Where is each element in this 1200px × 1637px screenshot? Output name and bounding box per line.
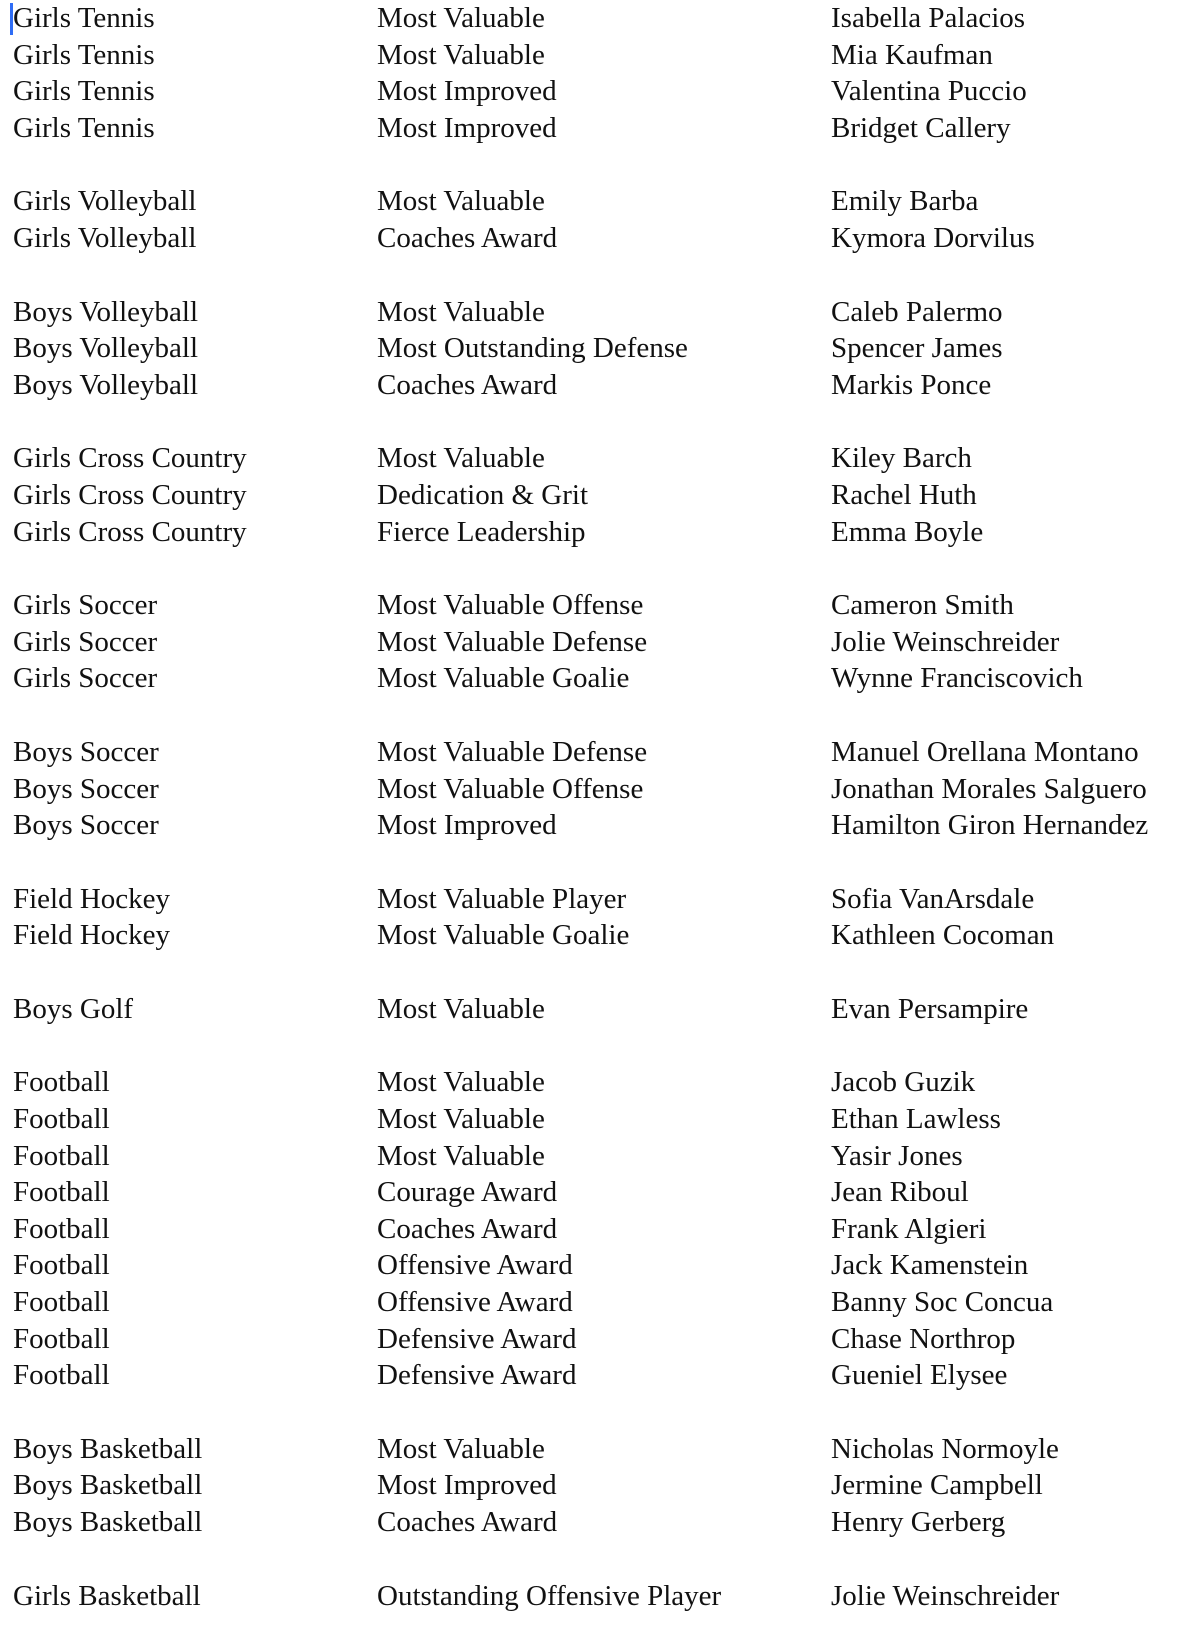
award-title: Most Valuable — [377, 442, 545, 475]
sport-name: Football — [13, 1139, 110, 1172]
athlete-name: Jermine Campbell — [831, 1469, 1043, 1502]
sport-name: Boys Basketball — [13, 1469, 203, 1502]
award-title: Offensive Award — [377, 1286, 573, 1319]
award-title: Most Valuable Defense — [377, 625, 648, 658]
award-title: Defensive Award — [377, 1322, 577, 1355]
award-title: Most Improved — [377, 1469, 557, 1502]
sport-name: Girls Volleyball — [13, 185, 197, 218]
sport-name: Girls Volleyball — [13, 221, 197, 254]
athlete-name: Caleb Palermo — [831, 295, 1003, 328]
athlete-name: Spencer James — [831, 332, 1003, 365]
award-row — [0, 1321, 1200, 1358]
award-row — [0, 1467, 1200, 1504]
sport-name: Boys Basketball — [13, 1432, 203, 1465]
group-spacer — [0, 954, 1200, 991]
sport-name: Football — [13, 1359, 110, 1392]
award-row — [0, 917, 1200, 954]
award-group — [0, 440, 1200, 550]
award-group — [0, 0, 1200, 146]
award-row — [0, 587, 1200, 624]
group-spacer — [0, 844, 1200, 881]
athlete-name: Jack Kamenstein — [831, 1249, 1029, 1282]
award-row — [0, 1504, 1200, 1541]
athlete-name: Rachel Huth — [831, 478, 977, 511]
award-title: Offensive Award — [377, 1249, 573, 1282]
award-title: Courage Award — [377, 1176, 558, 1209]
group-spacer — [0, 1027, 1200, 1064]
award-row — [0, 1357, 1200, 1394]
athlete-name: Valentina Puccio — [831, 75, 1027, 108]
award-title: Most Improved — [377, 111, 557, 144]
sport-name: Boys Golf — [13, 992, 134, 1025]
sport-name: Football — [13, 1249, 110, 1282]
athlete-name: Kymora Dorvilus — [831, 221, 1035, 254]
athlete-name: Jolie Weinschreider — [831, 625, 1060, 658]
athlete-name: Bridget Callery — [831, 111, 1011, 144]
athlete-name: Jolie Weinschreider — [831, 1579, 1060, 1612]
award-row — [0, 881, 1200, 918]
award-title: Most Valuable Offense — [377, 772, 644, 805]
group-spacer — [0, 550, 1200, 587]
award-row — [0, 294, 1200, 331]
award-title: Coaches Award — [377, 368, 558, 401]
award-title: Coaches Award — [377, 1506, 558, 1538]
award-row — [0, 37, 1200, 74]
award-group — [0, 294, 1200, 404]
award-title: Most Valuable Goalie — [377, 662, 630, 695]
athlete-name: Nicholas Normoyle — [831, 1432, 1059, 1465]
athlete-name: Jean Riboul — [831, 1176, 969, 1209]
award-row — [0, 477, 1200, 514]
award-row — [0, 1431, 1200, 1468]
award-title: Most Improved — [377, 809, 557, 842]
award-group — [0, 587, 1200, 697]
sport-name: Girls Tennis — [13, 2, 155, 34]
award-row — [0, 624, 1200, 661]
sport-name: Girls Soccer — [13, 625, 158, 658]
award-row — [0, 220, 1200, 257]
athlete-name: Gueniel Elysee — [831, 1359, 1008, 1392]
sport-name: Girls Tennis — [13, 38, 155, 71]
award-row — [0, 734, 1200, 771]
award-group — [0, 1431, 1200, 1541]
athlete-name: Mia Kaufman — [831, 38, 993, 71]
award-title: Most Valuable — [377, 1066, 545, 1099]
award-row — [0, 183, 1200, 220]
sport-name: Boys Volleyball — [13, 332, 199, 365]
award-row — [0, 1138, 1200, 1175]
award-title: Most Valuable — [377, 992, 545, 1025]
sport-name: Girls Tennis — [13, 75, 155, 108]
athlete-name: Evan Persampire — [831, 992, 1029, 1025]
award-row — [0, 991, 1200, 1028]
award-row — [0, 440, 1200, 477]
award-title: Fierce Leadership — [377, 515, 586, 548]
athlete-name: Yasir Jones — [831, 1139, 963, 1172]
athlete-name: Ethan Lawless — [831, 1103, 1001, 1136]
group-spacer — [0, 1541, 1200, 1578]
athlete-name: Hamilton Giron Hernandez — [831, 809, 1149, 842]
award-group — [0, 991, 1200, 1028]
sport-name: Boys Volleyball — [13, 368, 199, 401]
sport-name: Football — [13, 1322, 110, 1355]
athlete-name: Wynne Franciscovich — [831, 662, 1083, 695]
award-title: Most Valuable — [377, 185, 545, 218]
sport-name: Football — [13, 1066, 110, 1099]
sport-name: Football — [13, 1212, 110, 1245]
sport-name: Girls Cross Country — [13, 478, 247, 511]
group-spacer — [0, 403, 1200, 440]
sport-name: Girls Soccer — [13, 662, 158, 695]
sport-name: Boys Soccer — [13, 809, 159, 842]
award-title: Most Valuable — [377, 1139, 545, 1172]
award-row — [0, 1101, 1200, 1138]
athlete-name: Banny Soc Concua — [831, 1286, 1054, 1319]
award-group — [0, 1064, 1200, 1393]
award-group — [0, 734, 1200, 844]
award-row — [0, 1211, 1200, 1248]
award-row — [0, 1174, 1200, 1211]
athlete-name: Kathleen Cocoman — [831, 919, 1055, 952]
sport-name: Football — [13, 1286, 110, 1319]
athlete-name: Manuel Orellana Montano — [831, 735, 1139, 768]
award-title: Most Valuable Defense — [377, 735, 648, 768]
award-title: Most Valuable — [377, 1103, 545, 1136]
group-spacer — [0, 146, 1200, 183]
athlete-name: Emma Boyle — [831, 515, 984, 548]
athlete-name: Jonathan Morales Salguero — [831, 772, 1147, 805]
award-row — [0, 367, 1200, 404]
athlete-name: Frank Algieri — [831, 1212, 987, 1245]
award-row — [0, 771, 1200, 808]
athlete-name: Kiley Barch — [831, 442, 972, 475]
award-title: Most Valuable Offense — [377, 589, 644, 622]
award-row — [0, 110, 1200, 147]
award-row — [0, 1247, 1200, 1284]
athlete-name: Jacob Guzik — [831, 1066, 976, 1099]
award-group — [0, 1578, 1200, 1615]
athlete-name: Cameron Smith — [831, 589, 1014, 622]
award-row — [0, 660, 1200, 697]
sport-name: Girls Tennis — [13, 111, 155, 144]
award-title: Most Valuable — [377, 38, 545, 71]
award-title: Most Valuable Player — [377, 882, 627, 915]
athlete-name: Henry Gerberg — [831, 1506, 1006, 1538]
award-title: Most Valuable — [377, 295, 545, 328]
sport-name: Girls Cross Country — [13, 442, 247, 475]
sport-name: Boys Volleyball — [13, 295, 199, 328]
award-title: Most Improved — [377, 75, 557, 108]
award-row — [0, 807, 1200, 844]
award-title: Dedication & Grit — [377, 478, 589, 511]
group-spacer — [0, 697, 1200, 734]
award-row — [0, 73, 1200, 110]
award-title: Defensive Award — [377, 1359, 577, 1392]
sport-name: Girls Cross Country — [13, 515, 247, 548]
award-title: Most Valuable — [377, 1432, 545, 1465]
award-group — [0, 881, 1200, 954]
sport-name: Boys Soccer — [13, 772, 159, 805]
athlete-name: Chase Northrop — [831, 1322, 1016, 1355]
sport-name: Field Hockey — [13, 882, 171, 915]
athlete-name: Markis Ponce — [831, 368, 992, 401]
athlete-name: Isabella Palacios — [831, 2, 1026, 34]
sport-name: Boys Basketball — [13, 1506, 203, 1538]
sport-name: Field Hockey — [13, 919, 171, 952]
athlete-name: Sofia VanArsdale — [831, 882, 1035, 915]
award-row — [0, 1284, 1200, 1321]
award-title: Most Outstanding Defense — [377, 332, 688, 365]
sport-name: Girls Basketball — [13, 1579, 201, 1612]
award-title: Most Valuable Goalie — [377, 919, 630, 952]
award-row — [0, 330, 1200, 367]
sport-name: Football — [13, 1176, 110, 1209]
group-spacer — [0, 1394, 1200, 1431]
sport-name: Boys Soccer — [13, 735, 159, 768]
award-row — [0, 0, 1200, 37]
sport-name: Football — [13, 1103, 110, 1136]
award-title: Most Valuable — [377, 2, 545, 34]
award-row — [0, 514, 1200, 551]
athlete-name: Emily Barba — [831, 185, 979, 218]
sport-name: Girls Soccer — [13, 589, 158, 622]
award-title: Outstanding Offensive Player — [377, 1579, 722, 1612]
award-row — [0, 1578, 1200, 1615]
award-row — [0, 1064, 1200, 1101]
award-title: Coaches Award — [377, 221, 558, 254]
award-group — [0, 183, 1200, 256]
group-spacer — [0, 257, 1200, 294]
award-title: Coaches Award — [377, 1212, 558, 1245]
